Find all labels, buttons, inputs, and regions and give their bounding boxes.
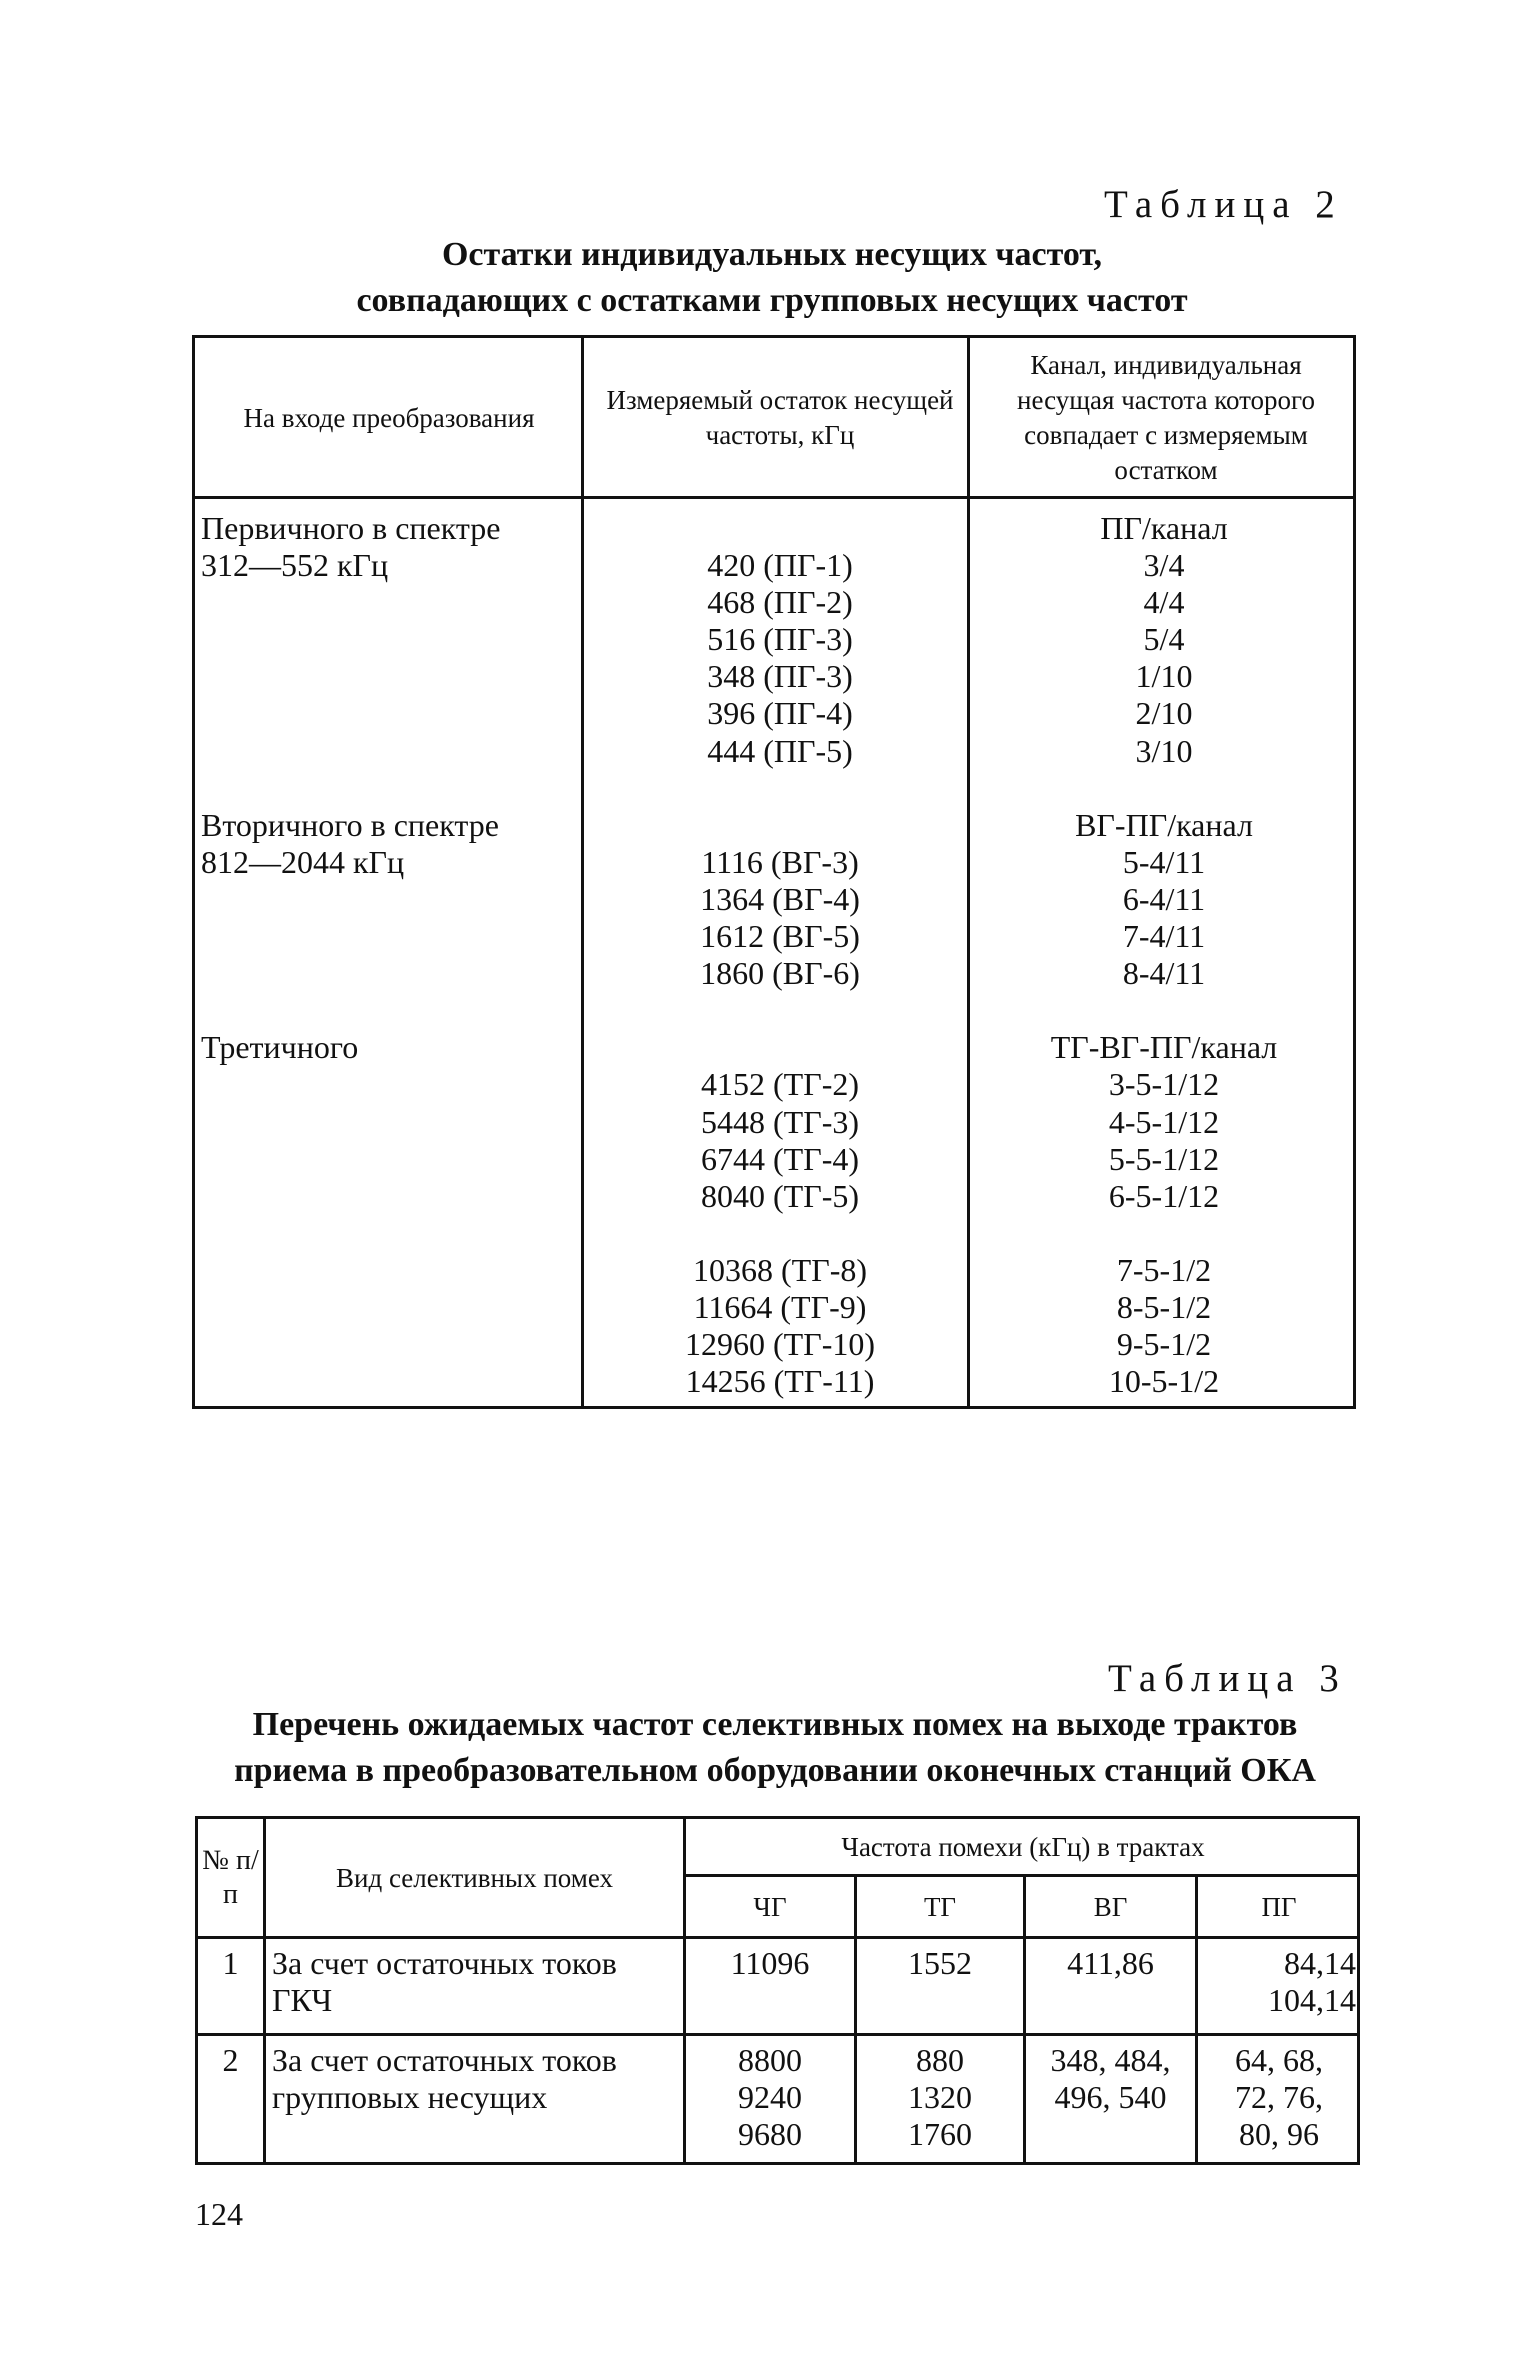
table2-cell-channel: ВГ-ПГ/канал <box>1075 806 1253 843</box>
table3-title-line1: Перечень ожидаемых частот селективных помех на выходе трактов <box>252 1706 1298 1743</box>
table2-cell-input <box>201 1104 581 1141</box>
table3-row2-chg <box>686 2042 854 2153</box>
table2-cell-channel: ПГ/канал <box>1100 510 1228 546</box>
table2-cell-channel: 5-4/11 <box>1122 843 1206 880</box>
table3-row2-type-line: групповых несущих <box>272 2079 548 2115</box>
table3-row1-tg-value: 1552 <box>908 1945 972 1981</box>
table2-cell-residual: 1612 (ВГ-5) <box>700 918 860 955</box>
table2-cell-channel: 3/4 <box>1143 547 1185 584</box>
table3-row2-type-line: За счет остаточных токов <box>272 2042 617 2078</box>
table2-caption: Таблица 2 <box>1104 183 1343 226</box>
table2-cell-channel: 6-4/11 <box>1122 880 1206 917</box>
table2-cell-input <box>201 658 581 695</box>
table3-row1-chg <box>686 1945 854 1982</box>
table2-title-line2: совпадающих с остатками групповых несущих частот <box>356 282 1188 319</box>
table2-column-channel <box>975 510 1353 1400</box>
table3-header-type: Вид селективных помех <box>336 1862 613 1893</box>
table2-cell-input <box>201 1363 581 1400</box>
table2-cell-residual: 516 (ПГ-3) <box>707 621 853 658</box>
table2-cell-channel: 4-5-1/12 <box>1108 1103 1220 1140</box>
table2-column-input <box>201 510 581 1400</box>
table2-cell-residual: 5448 (ТГ-3) <box>700 1103 859 1140</box>
table3-row2-tg-value: 1760 <box>908 2116 972 2152</box>
table2-cell-residual <box>587 992 973 1029</box>
table2-cell-residual: 420 (ПГ-1) <box>707 547 853 584</box>
table3-row2-tg-value: 1320 <box>908 2079 972 2115</box>
table2-cell-input <box>201 584 581 621</box>
table2-cell-channel: 3/10 <box>1135 732 1193 769</box>
table2-cell-input <box>201 955 581 992</box>
table2-cell-input <box>201 770 581 807</box>
table2-cell-residual: 8040 (ТГ-5) <box>700 1177 859 1214</box>
table3-row2-pg-value: 80, 96 <box>1239 2116 1319 2152</box>
table2-cell-channel: 8-5-1/2 <box>1116 1288 1212 1325</box>
table2-cell-input: 312—552 кГц <box>201 547 389 584</box>
table2-cell-channel: 1/10 <box>1135 658 1193 695</box>
table2-cell-residual <box>587 1215 973 1252</box>
table3-header-freq-group: Частота помехи (кГц) в трактах <box>841 1831 1205 1862</box>
table3 <box>195 1816 1360 2165</box>
table2-cell-residual: 444 (ПГ-5) <box>707 732 853 769</box>
table3-caption: Таблица 3 <box>1108 1657 1347 1700</box>
table3-row2-pg-value: 64, 68, <box>1235 2042 1323 2078</box>
table3-title <box>185 1702 1365 1794</box>
table3-row1-chg-value: 11096 <box>730 1945 810 1981</box>
table2-cell-channel: 10-5-1/2 <box>1108 1363 1220 1400</box>
table2 <box>192 335 1356 1409</box>
table2-cell-residual: 396 (ПГ-4) <box>707 695 853 732</box>
table3-row1-vg-value: 411,86 <box>1067 1945 1154 1981</box>
table2-cell-channel <box>975 1215 1353 1252</box>
table3-title-line2: приема в преобразовательном оборудовании оконечных станций ОКА <box>234 1752 1316 1789</box>
table2-cell-residual: 6744 (ТГ-4) <box>700 1140 859 1177</box>
table2-title-line1: Остатки индивидуальных несущих частот, <box>441 236 1103 273</box>
table3-row2-tg-value: 880 <box>916 2042 964 2078</box>
table2-cell-channel: 9-5-1/2 <box>1116 1326 1212 1363</box>
table2-cell-input <box>201 1252 581 1289</box>
table2-cell-input: Третичного <box>201 1029 359 1066</box>
table2-cell-residual: 12960 (ТГ-10) <box>684 1326 875 1363</box>
table2-cell-input <box>201 1289 581 1326</box>
table2-cell-channel: 4/4 <box>1143 584 1185 621</box>
table2-cell-channel: 8-4/11 <box>1122 955 1206 992</box>
table3-divider <box>198 2033 1357 2036</box>
table2-header-col2: Измеряемый остаток несущей частоты, кГц <box>606 385 954 450</box>
table3-row1-type-line: ГКЧ <box>272 1982 333 2018</box>
table2-cell-residual: 1364 (ВГ-4) <box>700 880 860 917</box>
table3-header-tg: ТГ <box>923 1891 957 1922</box>
table2-cell-channel <box>975 992 1353 1029</box>
table3-row1-tg <box>857 1945 1023 1982</box>
table2-cell-residual <box>587 807 973 844</box>
table2-cell-residual: 468 (ПГ-2) <box>707 584 853 621</box>
table2-cell-channel: 7-5-1/2 <box>1116 1251 1212 1288</box>
table3-header-chg: ЧГ <box>753 1891 787 1922</box>
table2-cell-residual <box>587 510 973 547</box>
page-number: 124 <box>195 2196 243 2232</box>
table3-row2-pg <box>1198 2042 1360 2153</box>
table3-row2-vg-value: 496, 540 <box>1054 2079 1167 2115</box>
table3-row1-type-line: За счет остаточных токов <box>272 1945 617 1981</box>
table3-row2-chg-value: 8800 <box>738 2042 802 2078</box>
table2-header-col1: На входе преобразования <box>243 402 535 433</box>
table2-cell-input <box>201 992 581 1029</box>
table3-row1-pg-value: 104,14 <box>1268 1982 1356 2018</box>
table2-cell-input: Вторичного в спектре <box>201 806 499 843</box>
table3-row2-pg-value: 72, 76, <box>1235 2079 1323 2115</box>
table2-column-residual <box>587 510 973 1400</box>
table2-cell-residual <box>587 770 973 807</box>
table3-row1-pg-value: 84,14 <box>1284 1945 1356 1981</box>
table2-cell-channel <box>975 770 1353 807</box>
table2-cell-input <box>201 621 581 658</box>
table3-row2-tg <box>857 2042 1023 2153</box>
table3-row2-vg <box>1026 2042 1195 2116</box>
table2-cell-input: Первичного в спектре <box>201 510 501 546</box>
table2-cell-channel: 6-5-1/12 <box>1108 1177 1220 1214</box>
table2-cell-input <box>201 918 581 955</box>
table2-cell-residual: 11664 (ТГ-9) <box>693 1288 867 1325</box>
table2-cell-input <box>201 1141 581 1178</box>
table2-title <box>190 232 1354 324</box>
table3-row1-pg <box>1198 1945 1356 2019</box>
table2-cell-residual: 348 (ПГ-3) <box>707 658 853 695</box>
table2-cell-residual <box>587 1029 973 1066</box>
table2-cell-channel: 5/4 <box>1143 621 1185 658</box>
table2-cell-input <box>201 733 581 770</box>
table3-row1-num: 1 <box>222 1945 239 1981</box>
table2-cell-input <box>201 1215 581 1252</box>
table2-cell-input <box>201 695 581 732</box>
table2-cell-input: 812—2044 кГц <box>201 843 405 880</box>
table2-cell-residual: 14256 (ТГ-11) <box>685 1363 875 1400</box>
table3-row2-chg-value: 9240 <box>738 2079 802 2115</box>
table3-header-vg: ВГ <box>1093 1891 1128 1922</box>
table2-cell-residual: 10368 (ТГ-8) <box>692 1251 867 1288</box>
table2-cell-channel: 2/10 <box>1135 695 1193 732</box>
table2-cell-input <box>201 1326 581 1363</box>
table2-cell-residual: 4152 (ТГ-2) <box>700 1066 859 1103</box>
table2-cell-input <box>201 881 581 918</box>
table2-cell-residual: 1860 (ВГ-6) <box>700 955 860 992</box>
table2-cell-input <box>201 1066 581 1103</box>
table3-row1-type <box>272 1945 682 2019</box>
table3-header-pg: ПГ <box>1261 1891 1297 1922</box>
table2-cell-input <box>201 1178 581 1215</box>
table3-header-num: № п/п <box>202 1844 259 1910</box>
table2-cell-channel: 3-5-1/12 <box>1108 1066 1220 1103</box>
table2-cell-channel: 7-4/11 <box>1122 918 1206 955</box>
table3-row2-num: 2 <box>222 2042 239 2078</box>
table2-cell-channel: 5-5-1/12 <box>1108 1140 1220 1177</box>
table3-divider <box>198 1936 1357 1939</box>
table2-cell-residual: 1116 (ВГ-3) <box>701 843 859 880</box>
table3-row2-chg-value: 9680 <box>738 2116 802 2152</box>
table3-row1-vg <box>1026 1945 1195 1982</box>
table3-row2-vg-value: 348, 484, <box>1050 2042 1171 2078</box>
table2-header-col3: Канал, индивидуальная несущая частота которого совпадает с измеряемым остатком <box>1017 350 1315 485</box>
table3-row2-type <box>272 2042 682 2116</box>
table2-cell-channel: ТГ-ВГ-ПГ/канал <box>1050 1029 1278 1066</box>
